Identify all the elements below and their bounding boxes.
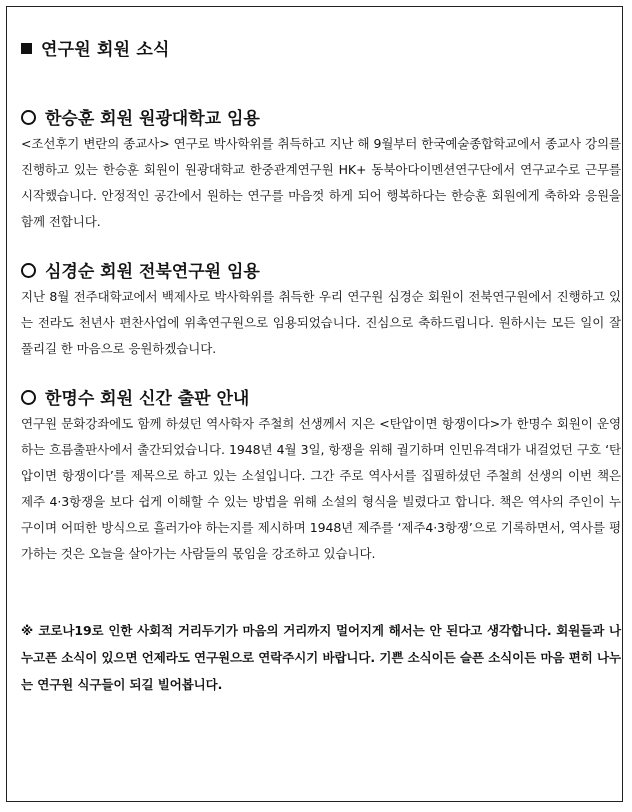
section-title: [21, 384, 621, 409]
section-body: 연구원 문화강좌에도 함께 하셨던 역사학자 주철희 선생께서 지은 <탄압이면 항쟁이다>가 한명수 회원이 운영하는 흐름출판사에서 출간되었습니다. 1948년 4월 3일, 항쟁을 위해 궐기하며 인민유격대가 내걸었던 구호 ‘탄압이면 항쟁이다’를 제목으로 하고 있는 소설입니다. 그간 주로 역사서를 집필하셨던 주철희 선생의 이번 책은 제주 4·3항쟁을 보다 쉽게 이해할 수 있는 방법을 위해 소설의 형식을 빌렸다고 합니다. 책은 역사의 주인이 누구이며 어떠한 방식으로 흘러가야 하는지를 제시하며 1948년 제주를 ‘제주4·3항쟁’으로 기록하면서, 역사를 평가하는 것은 오늘을 살아가는 사람들의 몫임을 강조하고 있습니다.: [21, 416, 621, 561]
news-section-shim-gyeongsun: [21, 257, 621, 362]
document-frame: [6, 6, 623, 802]
section-body: <조선후기 변란의 종교사> 연구로 박사학위를 취득하고 지난 해 9월부터 한국예술종합학교에서 종교사 강의를 진행하고 있는 한승훈 회원이 원광대학교 한중관계연구원 HK+ 동북아다이멘션연구단에서 연구교수로 근무를 시작했습니다. 안정적인 공간에서 원하는 연구를 마음껏 하게 되어 행복하다는 한승훈 회원에게 축하와 응원을 함께 전합니다.: [21, 136, 621, 229]
section-title-text: 심경순 회원 전북연구원 임용: [45, 262, 260, 282]
notice-text: ※ 코로나19로 인한 사회적 거리두기가 마음의 거리까지 멀어지게 해서는 안 된다고 생각합니다. 회원들과 나누고픈 소식이 있으면 언제라도 연구원으로 연락주시기 바랍니다. 기쁜 소식이든 슬픈 소식이든 마음 편히 나누는 연구원 식구들이 되길 빌어봅니다.: [21, 623, 621, 692]
circle-icon: [21, 390, 36, 405]
page-title: [21, 35, 621, 60]
section-title: [21, 257, 621, 282]
news-section-han-seunghun: [21, 104, 621, 235]
black-square-icon: [21, 43, 32, 54]
section-title-text: 한명수 회원 신간 출판 안내: [45, 389, 250, 409]
section-body: 지난 8월 전주대학교에서 백제사로 박사학위를 취득한 우리 연구원 심경순 회원이 전북연구원에서 진행하고 있는 전라도 천년사 편찬사업에 위촉연구원으로 임용되었습니다. 진심으로 축하드립니다. 원하시는 모든 일이 잘 풀리길 한 마음으로 응원하겠습니다.: [21, 289, 621, 356]
news-section-han-myeongsu: [21, 384, 621, 567]
circle-icon: [21, 110, 36, 125]
document-content: [21, 35, 621, 711]
section-title-text: 한승훈 회원 원광대학교 임용: [45, 109, 260, 129]
page-title-text: 연구원 회원 소식: [41, 40, 170, 60]
circle-icon: [21, 263, 36, 278]
section-title: [21, 104, 621, 129]
